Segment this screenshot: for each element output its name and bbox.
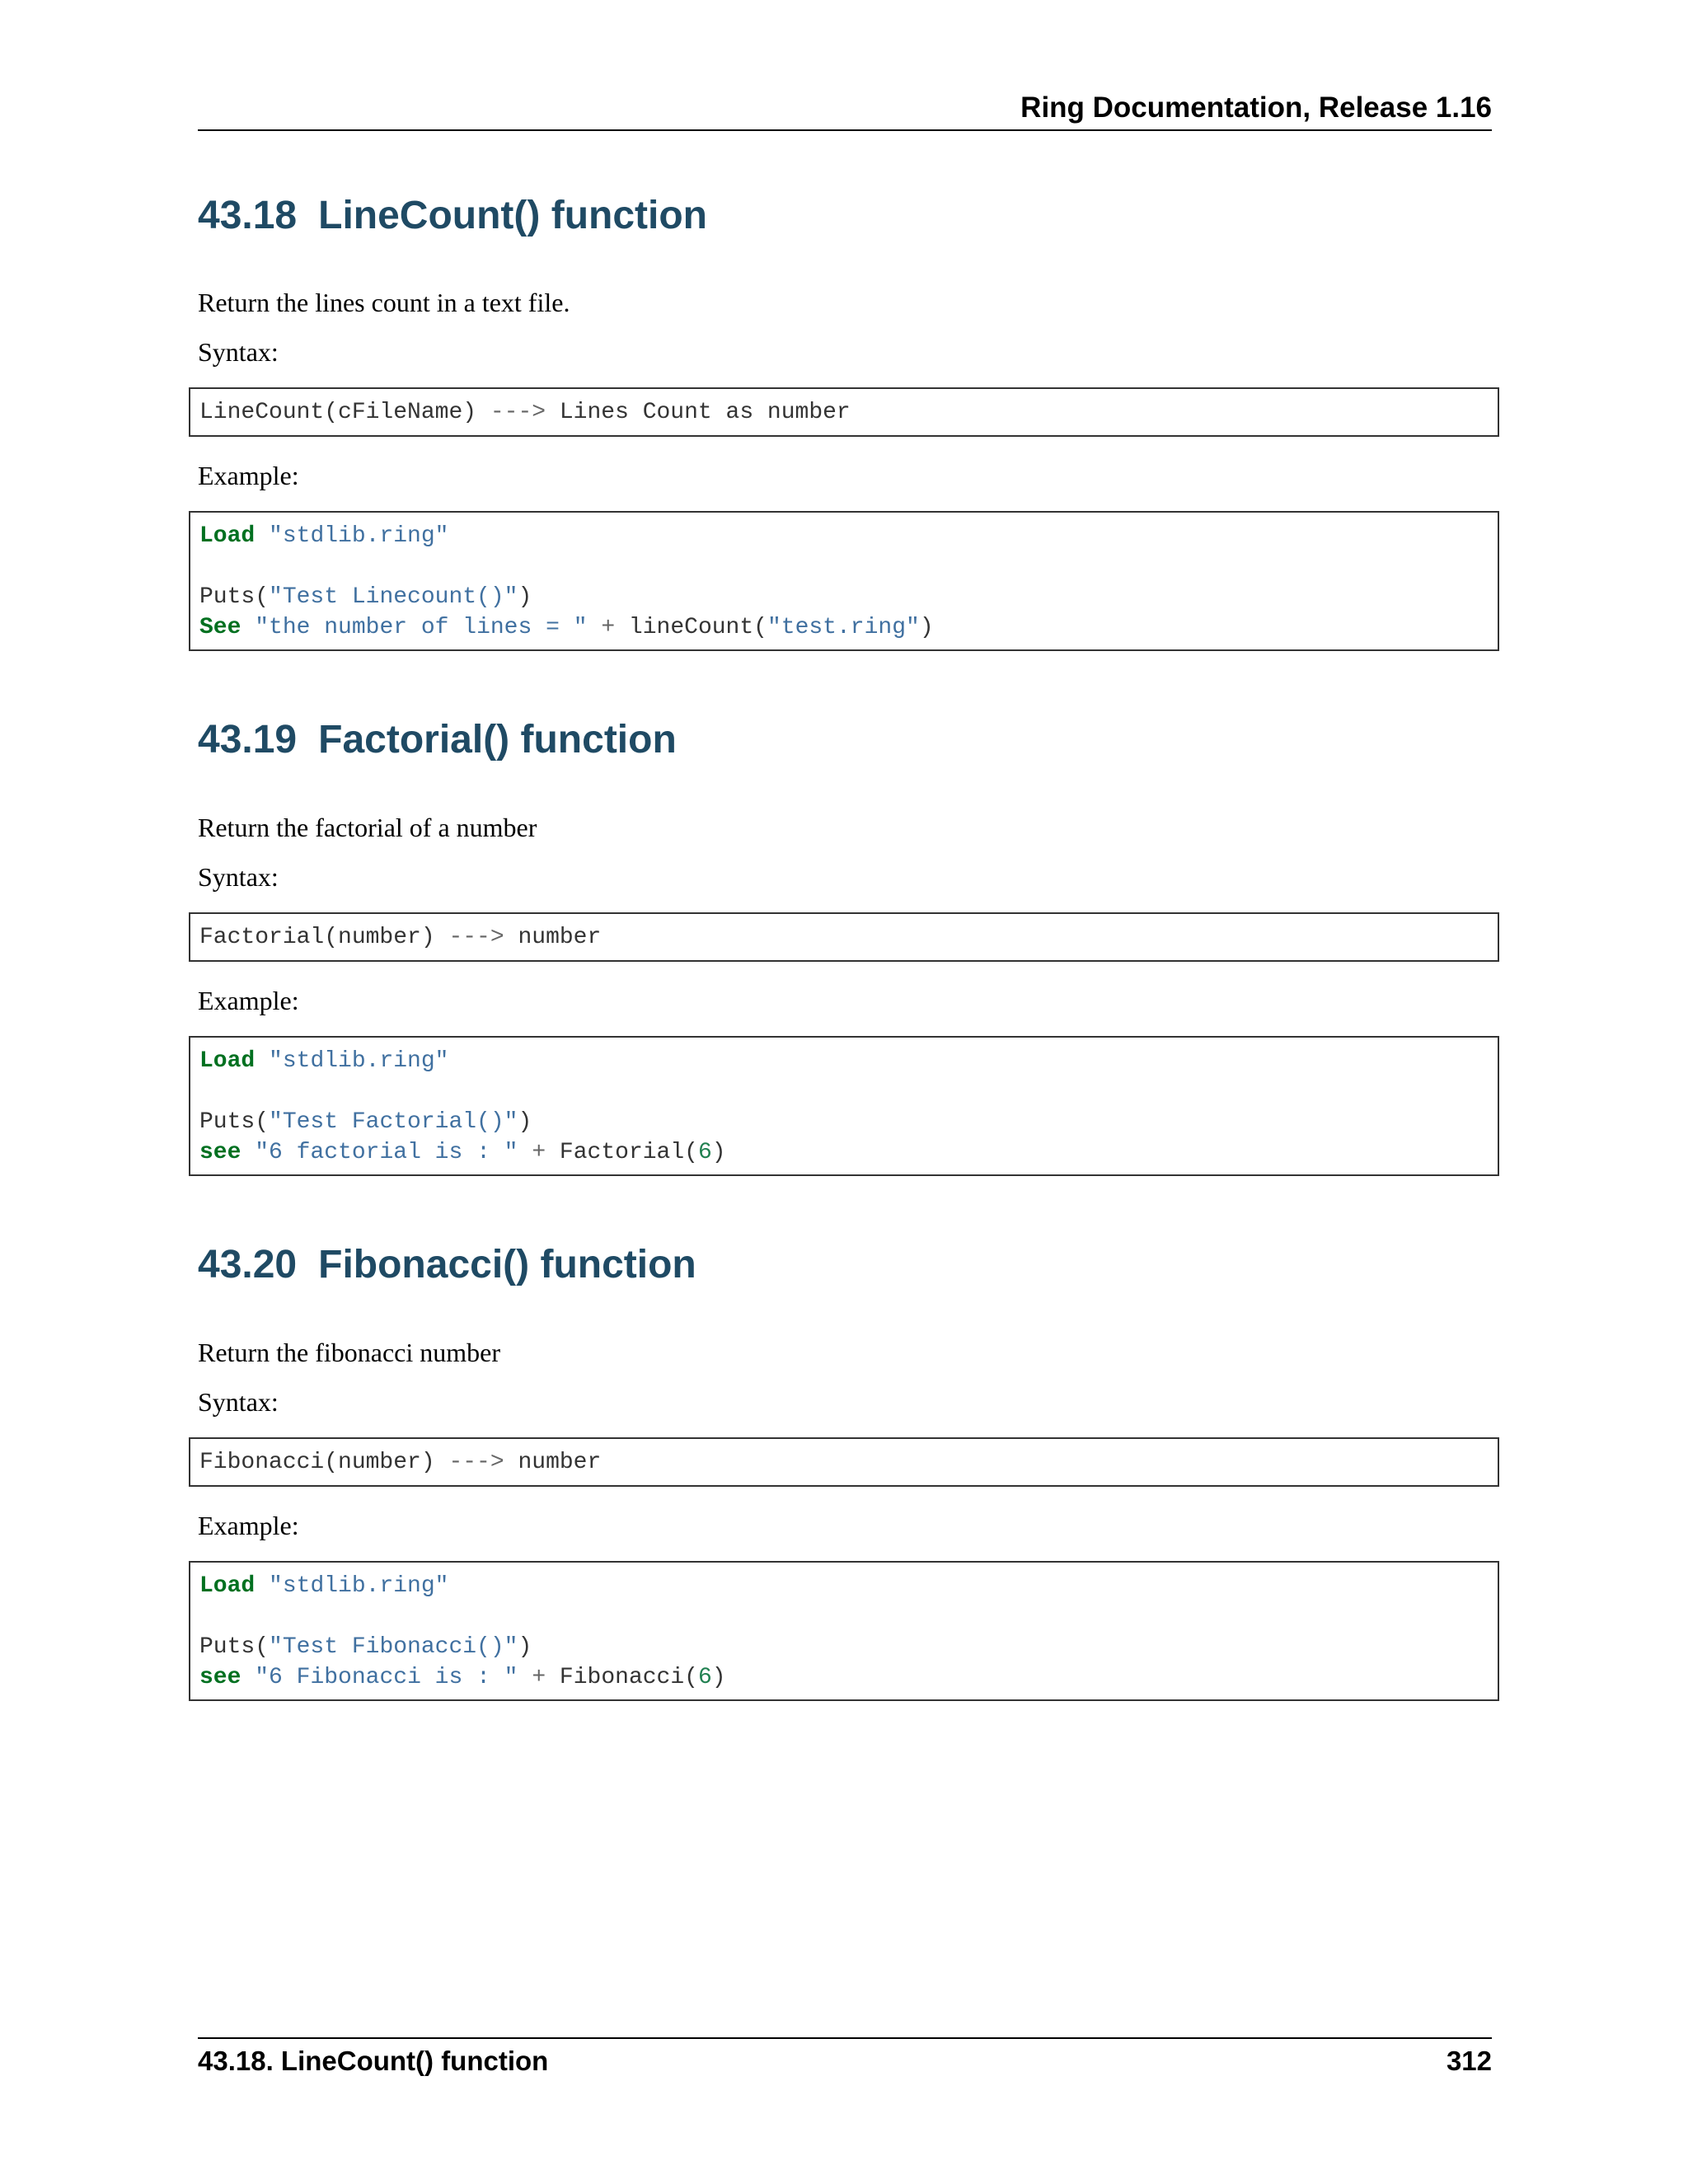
code-text: Fibonacci(number) (199, 1450, 449, 1475)
code-text: Puts( (199, 1109, 270, 1135)
code-string: "stdlib.ring" (269, 1573, 449, 1599)
code-line (199, 521, 1489, 551)
code-text: number (504, 925, 602, 950)
section-number: 43.20 (198, 1243, 298, 1286)
section-description: Return the fibonacci number (198, 1338, 500, 1367)
code-keyword: Load (199, 523, 256, 549)
code-operator: + (532, 1140, 546, 1165)
code-string: "Test Fibonacci()" (269, 1634, 518, 1660)
section-heading (198, 1240, 1492, 1290)
code-text: Puts( (199, 584, 270, 610)
code-operator: + (532, 1665, 546, 1690)
code-line (199, 397, 1489, 428)
code-text (255, 1048, 269, 1074)
code-text: lineCount( (615, 615, 767, 640)
code-operator: ---> (448, 925, 504, 950)
code-line (199, 1662, 1489, 1693)
section-number: 43.19 (198, 718, 298, 762)
code-line (199, 1447, 1489, 1478)
code-text (518, 1140, 532, 1165)
section-heading (198, 715, 1492, 765)
example-label: Example: (198, 1511, 299, 1540)
code-text (241, 615, 255, 640)
syntax-code-block (189, 387, 1499, 437)
code-text (588, 615, 602, 640)
section-fibonacci (198, 1240, 1492, 1290)
code-operator: ---> (448, 1450, 504, 1475)
code-line (199, 582, 1489, 612)
code-number: 6 (697, 1665, 712, 1690)
code-text: ) (919, 615, 934, 640)
code-string: "6 factorial is : " (255, 1140, 518, 1165)
code-string: "test.ring" (767, 615, 920, 640)
example-label: Example: (198, 461, 299, 490)
header-rule (198, 129, 1492, 131)
example-code-block (189, 511, 1499, 651)
section-description: Return the factorial of a number (198, 813, 537, 842)
code-line (199, 1632, 1489, 1662)
code-text: Lines Count as number (546, 400, 851, 425)
code-keyword: see (199, 1665, 241, 1690)
section-description: Return the lines count in a text file. (198, 288, 570, 317)
code-line (199, 1601, 1489, 1632)
code-text: LineCount(cFileName) (199, 400, 490, 425)
section-number: 43.18 (198, 194, 298, 237)
code-keyword: Load (199, 1573, 256, 1599)
code-text: number (504, 1450, 602, 1475)
code-text: Factorial(number) (199, 925, 449, 950)
code-line (199, 551, 1489, 582)
code-keyword: Load (199, 1048, 256, 1074)
code-text: ) (711, 1665, 726, 1690)
document-page (198, 0, 1492, 2184)
footer-rule (198, 2037, 1492, 2039)
syntax-label: Syntax: (198, 337, 279, 367)
code-line (199, 1076, 1489, 1107)
code-text: Factorial( (546, 1140, 698, 1165)
code-text (255, 523, 269, 549)
section-factorial (198, 715, 1492, 765)
example-code-block (189, 1036, 1499, 1176)
code-line (199, 922, 1489, 953)
syntax-code-block (189, 912, 1499, 962)
code-keyword: See (199, 615, 241, 640)
code-operator: ---> (490, 400, 546, 425)
code-line (199, 1137, 1489, 1168)
code-string: "stdlib.ring" (269, 523, 449, 549)
code-text: ) (711, 1140, 726, 1165)
code-string: "Test Linecount()" (269, 584, 518, 610)
section-title: Fibonacci() function (318, 1243, 696, 1286)
code-line (199, 612, 1489, 643)
code-line (199, 1571, 1489, 1601)
code-line (199, 1107, 1489, 1137)
syntax-label: Syntax: (198, 862, 279, 892)
code-operator: + (601, 615, 616, 640)
code-text (255, 1573, 269, 1599)
code-text: ) (518, 584, 532, 610)
code-text (518, 1665, 532, 1690)
section-title: Factorial() function (318, 718, 677, 762)
example-label: Example: (198, 986, 299, 1015)
example-code-block (189, 1561, 1499, 1701)
code-text (241, 1665, 255, 1690)
code-string: "the number of lines = " (255, 615, 588, 640)
section-linecount (198, 191, 1492, 241)
syntax-label: Syntax: (198, 1387, 279, 1417)
code-text: Fibonacci( (546, 1665, 698, 1690)
code-string: "Test Factorial()" (269, 1109, 518, 1135)
syntax-code-block (189, 1437, 1499, 1487)
code-string: "6 Fibonacci is : " (255, 1665, 518, 1690)
section-title: LineCount() function (318, 194, 707, 237)
code-text (241, 1140, 255, 1165)
section-heading (198, 191, 1492, 241)
code-number: 6 (697, 1140, 712, 1165)
footer-section-link[interactable]: 43.18. LineCount() function (198, 2046, 549, 2076)
page-number: 312 (1446, 2046, 1492, 2076)
code-line (199, 1046, 1489, 1076)
running-header: Ring Documentation, Release 1.16 (1020, 91, 1492, 124)
code-text: Puts( (199, 1634, 270, 1660)
code-keyword: see (199, 1140, 241, 1165)
code-text: ) (518, 1109, 532, 1135)
code-string: "stdlib.ring" (269, 1048, 449, 1074)
code-text: ) (518, 1634, 532, 1660)
